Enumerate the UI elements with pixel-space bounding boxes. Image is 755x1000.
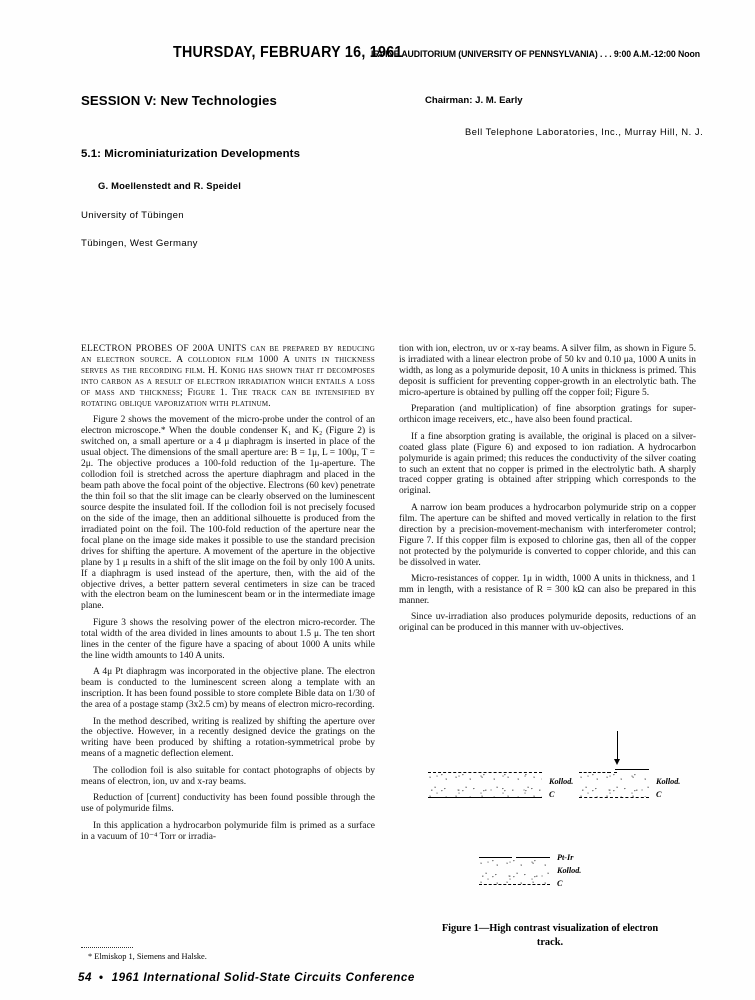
page-footer	[78, 971, 415, 984]
paragraph: Figure 2 shows the movement of the micro-probe under the control of an electron microscope.* When the double condenser K₁ and K₂ (Figure 2) is switched on, a small aperture or a 4 μ diaphragm is inserted in place of the usual object. The dimensions of the small aperture are: B = 1μ, L = 100μ, T = 2μ. The objective produces a 100-fold reduction of the 1μ-aperture. The collodion foil is stretched across the aperture diaphragm and placed in the beam path above the focal point of the objective. Electrons (60 kev) penetrate the thin foil so that the slit image can be clearly observed on the luminescent source despite the insulated foil. If the collodion foil is not precisely focused on the side of the image, then an additional silhouette is produced from the irradiated point on the foil. The 100-fold reduction of the aperture near the focal plane on the image side makes it possible to use the standard precision drives for shifting the aperture. A movement of the aperture in the objective plane by 1 μ results in a shift of the slit image on the foil by only 100 A units. If a diaphragm is used instead of the aperture, then, with the aid of the objective drives, a better pattern several centimeters in size can be traced with the electron beam on the luminescent beam or in the intermediate image plane.	[81, 415, 375, 612]
panel-a-carbon-label: C	[549, 790, 555, 799]
body-column-left	[81, 344, 375, 848]
paragraph: In the method described, writing is realized by shifting the aperture over the objective. However, in a recently designed device the gratings on the writing have been produced by shifting a rotation-symmetrical probe by means of a magnetic deflection element.	[81, 716, 375, 760]
footer-bullet-icon: •	[99, 971, 104, 984]
electron-beam-arrow-shaft	[617, 731, 618, 760]
paragraph: Preparation (and multiplication) of fine absorption gratings for super-orthicon image receivers, etc., have also been found practical.	[399, 404, 696, 426]
panel-b-carbon-substrate	[579, 797, 649, 798]
panel-a-carbon-substrate	[428, 797, 542, 798]
chairman-affiliation: Bell Telephone Laboratories, Inc., Murray Hill, N. J.	[465, 127, 704, 137]
panel-a-collodion-layer	[428, 773, 542, 797]
author-university: University of Tübingen	[81, 210, 184, 221]
author-city: Tübingen, West Germany	[81, 238, 198, 249]
paragraph: Figure 3 shows the resolving power of the electron micro-recorder. The total width of the area divided in lines amounts to about 1.5 μ. The ten short lines in the center of the figure have a spacing of about 1000 A units while the line width amounts to 140 A units.	[81, 617, 375, 661]
panel-c-carbon-label: C	[557, 879, 563, 888]
panel-c-ptir-label: Pt-Ir	[557, 853, 574, 862]
paper-title: 5.1: Microminiaturization Developments	[81, 148, 300, 160]
paragraph: Reduction of [current] conductivity has been found possible through the use of polymuride films.	[81, 793, 375, 815]
body-column-right	[399, 344, 696, 640]
panel-b-top-surface-right	[615, 769, 649, 770]
panel-a-collodion-label: Kollod.	[549, 777, 574, 786]
panel-a-speckle-texture	[428, 773, 542, 797]
paragraph: Since uv-irradiation also produces polymuride deposits, reductions of an original can be produced in this manner with uv-objectives.	[399, 612, 696, 634]
panel-c-collodion-layer	[479, 859, 550, 884]
paragraph: A 4μ Pt diaphragm was incorporated in the objective plane. The electron beam is conducted to the luminescent screen along a template with an inscription. It has been found possible to store complete Bible data on 1/30 of the area of a postage stamp (3x2.5 cm) by means of electron micro-recording.	[81, 667, 375, 711]
paragraph: In this application a hydrocarbon polymuride film is primed as a surface in a vacuum of 10⁻⁴ Torr or irradia-	[81, 820, 375, 842]
footnote-text: * Elmiskop 1, Siemens and Halske.	[88, 952, 207, 961]
paragraph-text: ELECTRON PROBES OF 200A UNITS can be prepared by reducing an electron source. A collodion film 1000 A units in thickness serves as the recording film. H. Konig has shown that it decomposes into carbon as a result of electron irradiation which entails a loss of mass and thickness; Figure 1. The track can be intensified by rotating oblique vaporization with platinum.	[81, 344, 375, 409]
panel-b-speckle-texture	[579, 773, 649, 797]
panel-c-top-surface-left	[479, 857, 512, 858]
panel-a-top-surface	[428, 772, 542, 773]
paragraph: tion with ion, electron, uv or x-ray beams. A silver film, as shown in Figure 5. is irradiated with a linear electron probe of 50 kv and 0.10 μa, 1000 A units in width, as long as a polymuride deposit, 10 A units in thickness is primed. This deposit is sufficient for preventing copper-growth in an electrolytic bath. The micro-aperture is obtained by pulling off the copper foil; Figure 5.	[399, 344, 696, 398]
session-chairman: Chairman: J. M. Early	[425, 95, 523, 106]
footnote-separator	[81, 947, 133, 948]
paper-authors: G. Moellenstedt and R. Speidel	[98, 180, 241, 191]
conference-name: 1961 International Solid-State Circuits Conference	[111, 971, 415, 984]
figure-1-diagram	[399, 726, 699, 921]
panel-c-collodion-label: Kollod.	[557, 866, 582, 875]
panel-b-collodion-label: Kollod.	[656, 777, 681, 786]
header-venue: IRVINE AUDITORIUM (UNIVERSITY OF PENNSYLVANIA) . . . 9:00 A.M.-12:00 Noon	[371, 48, 700, 59]
panel-c-speckle-texture	[479, 859, 550, 884]
paragraph: If a fine absorption grating is available, the original is placed on a silver-coated glass plate (Figure 6) and exposed to ion radiation. A hydrocarbon polymuride is again primed; this reduces the conductivity of the silver coating to such an extent that no copper is primed in the electrolytic bath. A sharply traced copper grating is obtained after stripping which corresponds to the original.	[399, 431, 696, 497]
paragraph: The collodion foil is also suitable for contact photographs of objects by means of electron, ion, uv and x-ray beams.	[81, 765, 375, 787]
panel-c-top-surface-right	[516, 857, 550, 858]
panel-b-collodion-layer	[579, 773, 649, 797]
figure-caption-line-1: Figure 1—High contrast visualization of electron	[441, 923, 659, 934]
figure-1-caption	[405, 922, 695, 950]
figure-caption-line-2: track.	[536, 937, 564, 948]
panel-b-carbon-label: C	[656, 790, 662, 799]
panel-c-carbon-substrate	[479, 884, 550, 885]
figure-1	[399, 726, 699, 976]
page-header	[0, 44, 755, 70]
panel-b-track-notch	[608, 772, 617, 773]
panel-b-top-surface-left	[579, 772, 610, 773]
paragraph: A narrow ion beam produces a hydrocarbon polymuride strip on a copper film. The aperture can be shifted and moved vertically in relation to the first direction by a precision-movement-mechanism with interferometer control; Figure 7. If this copper film is exposed to chlorine gas, then all of the copper not protected by the polymuride is converted to copper chloride, and this can be dissolved in water.	[399, 502, 696, 568]
paragraph: Micro-resistances of copper. 1μ in width, 1000 A units in thickness, and 1 mm in length, with a resistance of R = 300 kΩ can also be prepared in this manner.	[399, 574, 696, 607]
paragraph	[81, 344, 375, 410]
electron-beam-arrow-head-icon	[614, 759, 620, 765]
page-number: 54	[78, 971, 92, 984]
header-date: THURSDAY, FEBRUARY 16, 1961	[173, 44, 403, 61]
session-title: SESSION V: New Technologies	[81, 93, 277, 108]
